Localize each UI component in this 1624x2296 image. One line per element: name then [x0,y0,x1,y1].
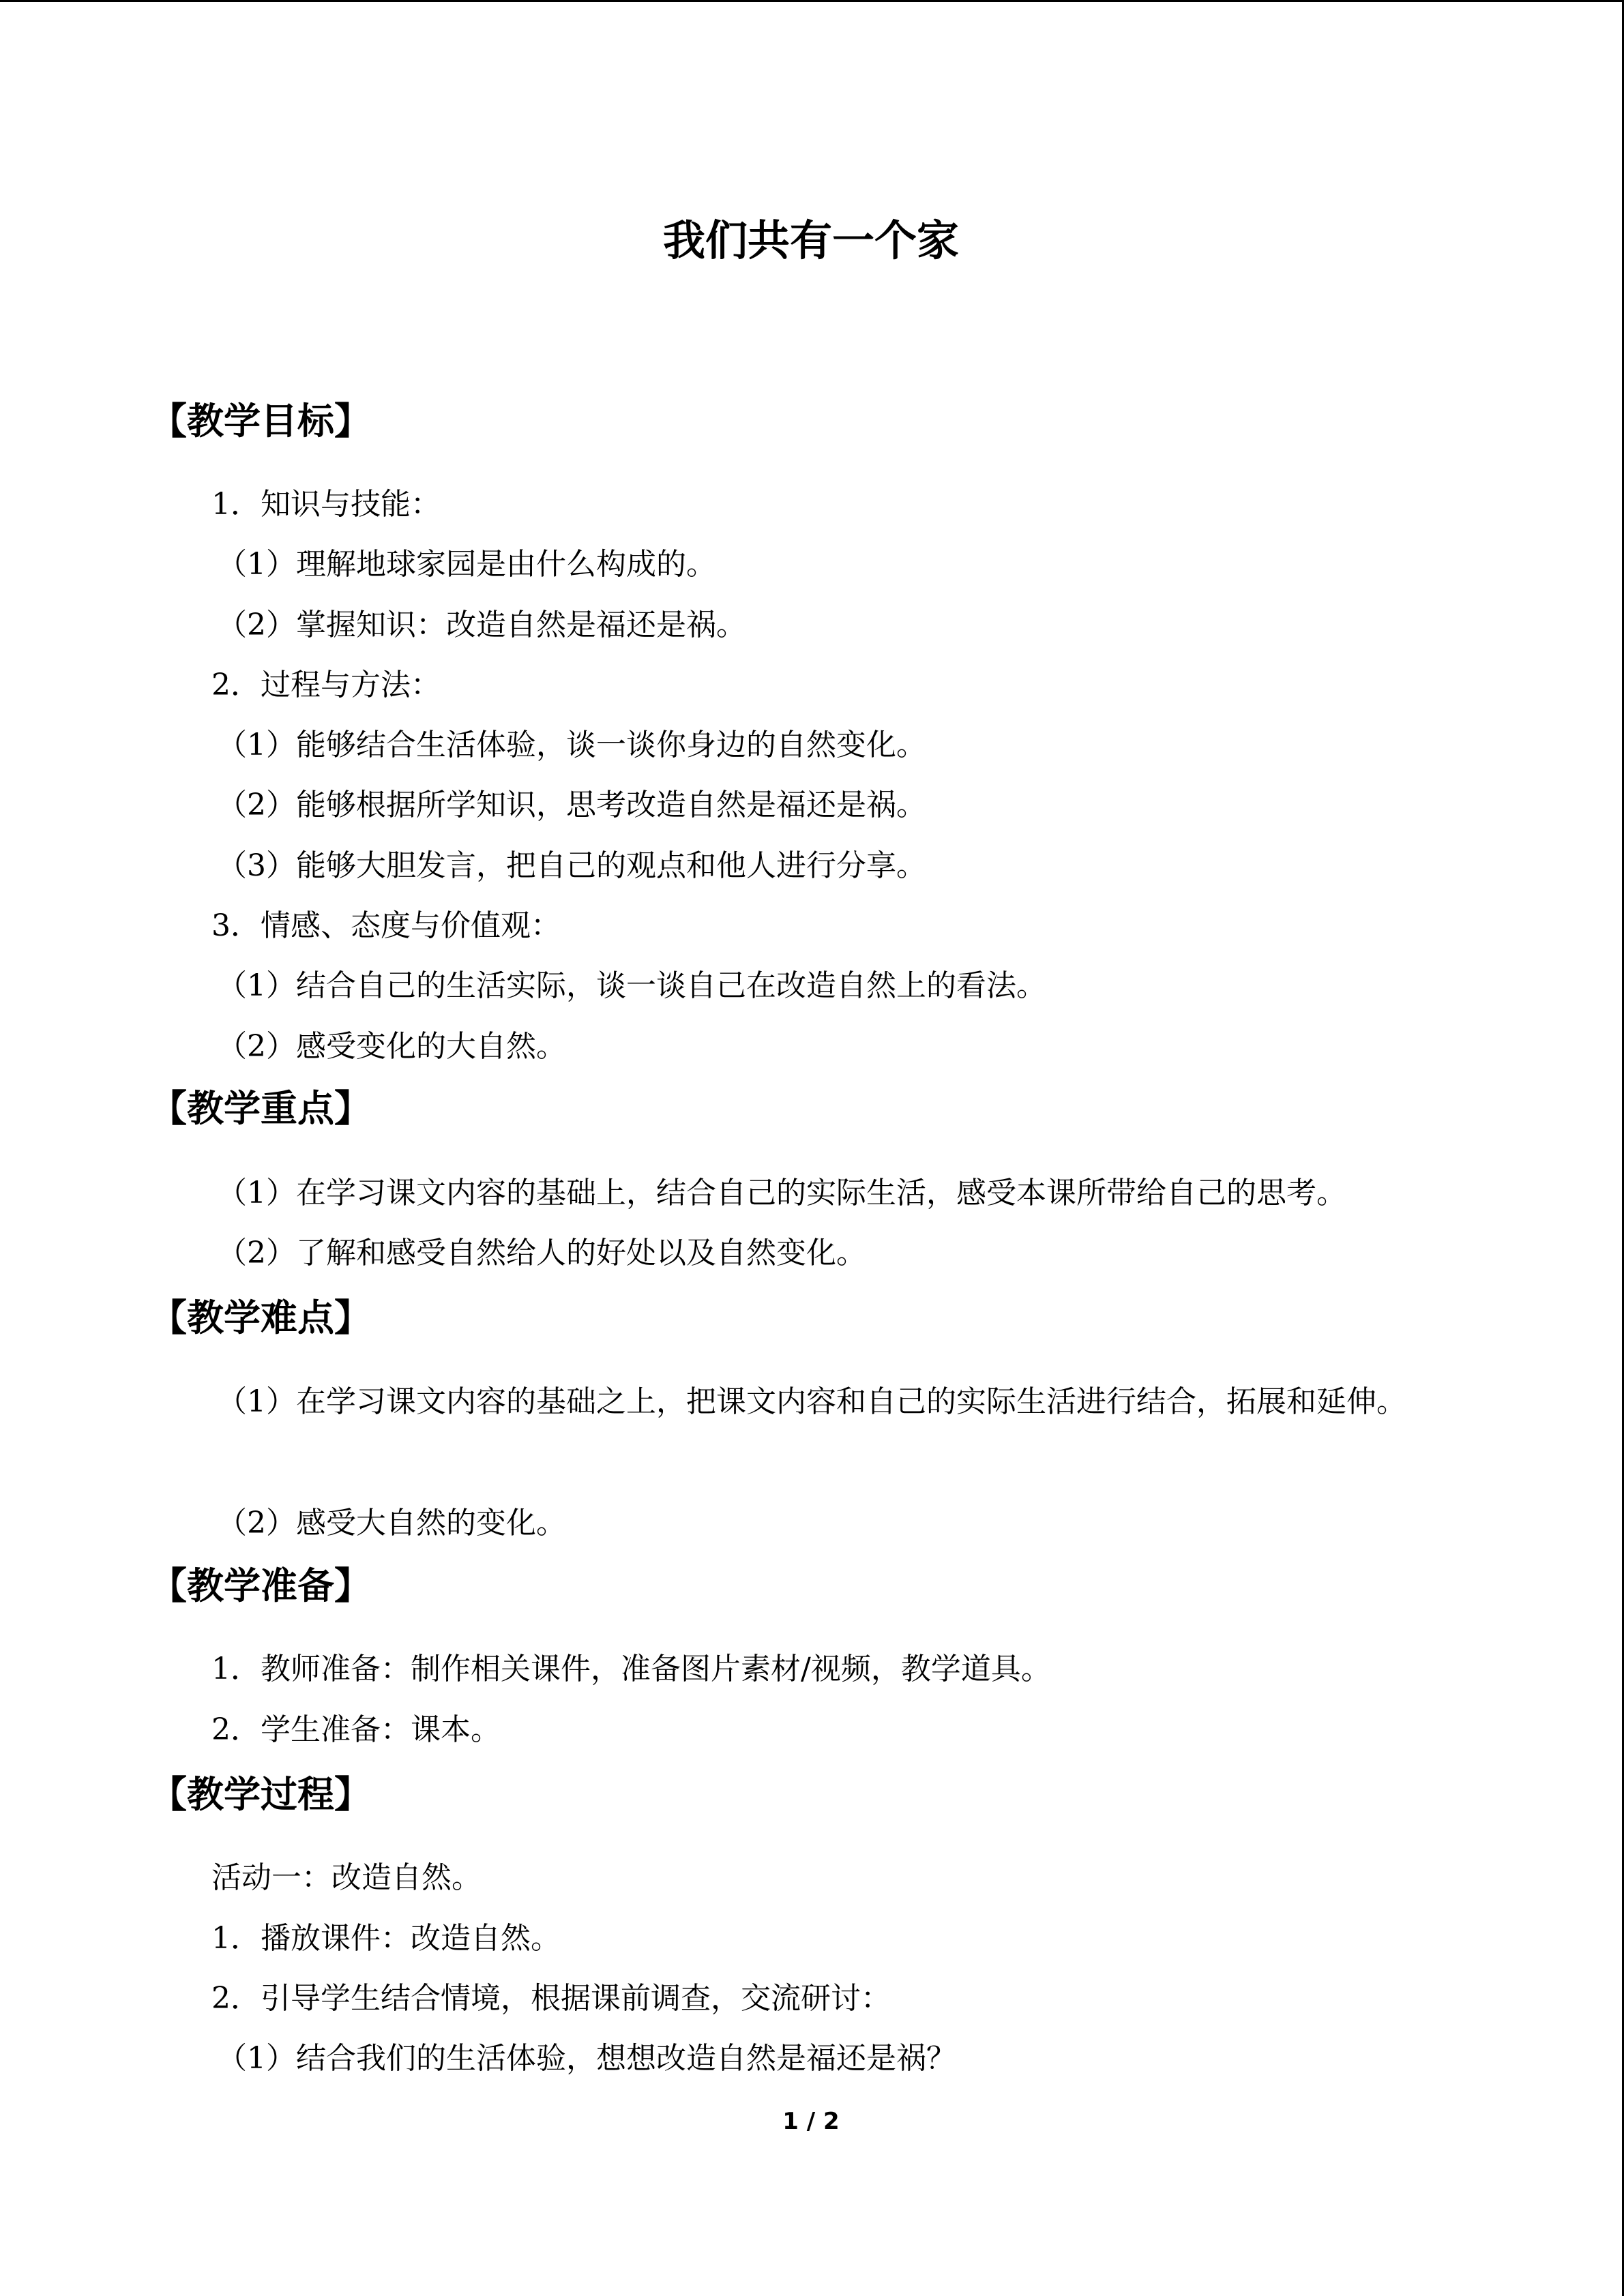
document-title: 我们共有一个家 [662,215,959,265]
prep-item: 1．教师准备：制作相关课件，准备图片素材/视频，教学道具。 [211,1652,1051,1686]
process-activity-title: 活动一：改造自然。 [211,1860,482,1895]
heading-teaching-preparation: 【教学准备】 [150,1564,371,1607]
goal-knowledge-title: 1．知识与技能： [211,487,441,522]
process-step: （1）结合我们的生活体验，想想改造自然是福还是祸？ [217,2041,956,2076]
process-step: 2．引导学生结合情境，根据课前调查，交流研讨： [211,1981,891,2016]
difficulty-item: （2）感受大自然的变化。 [217,1506,566,1540]
goal-emotion-item: （2）感受变化的大自然。 [217,1029,566,1064]
heading-teaching-process: 【教学过程】 [150,1773,371,1816]
goal-process-item: （1）能够结合生活体验，谈一谈你身边的自然变化。 [217,728,926,762]
goal-process-item: （3）能够大胆发言，把自己的观点和他人进行分享。 [217,848,926,883]
goal-knowledge-item: （2）掌握知识：改造自然是福还是祸。 [217,608,746,642]
prep-item: 2．学生准备：课本。 [211,1712,501,1747]
heading-teaching-key-points: 【教学重点】 [150,1087,371,1130]
goal-process-title: 2．过程与方法： [211,668,441,702]
key-point-item: （1）在学习课文内容的基础上，结合自己的实际生活，感受本课所带给自己的思考。 [217,1176,1346,1210]
difficulty-item: （1）在学习课文内容的基础之上，把课文内容和自己的实际生活进行结合，拓展和延伸。 [217,1384,1406,1419]
page-number: 1 / 2 [782,2108,840,2135]
process-step: 1．播放课件：改造自然。 [211,1921,561,1956]
goal-knowledge-item: （1）理解地球家园是由什么构成的。 [217,547,716,582]
heading-teaching-difficulties: 【教学难点】 [150,1296,371,1339]
heading-teaching-goals: 【教学目标】 [150,400,371,443]
goal-emotion-item: （1）结合自己的生活实际，谈一谈自己在改造自然上的看法。 [217,968,1046,1003]
goal-emotion-title: 3．情感、态度与价值观： [211,908,561,943]
key-point-item: （2）了解和感受自然给人的好处以及自然变化。 [217,1236,866,1270]
goal-process-item: （2）能够根据所学知识，思考改造自然是福还是祸。 [217,788,926,822]
